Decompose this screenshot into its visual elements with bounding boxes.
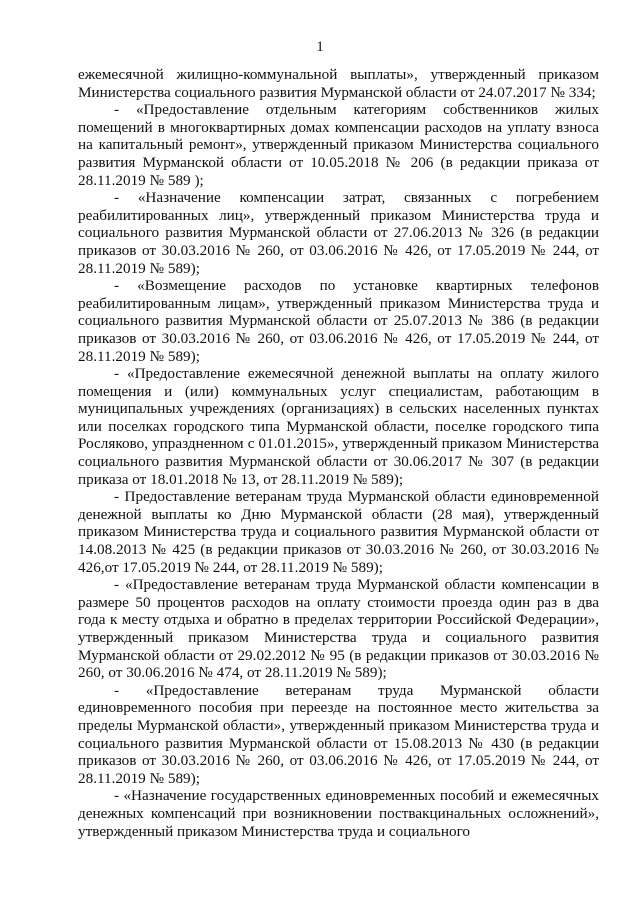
- paragraph-telephone-installation: - «Возмещение расходов по установке квартирных телефонов реабилитированным лицам», утвержденный приказом Министерства труда и социального развития Мурманской области от 25.07.2013 № 386 (в редакции приказов от 30.03.2016 № 260, от 03.06.2016 № 426, от 17.05.2019 № 244, от 28.11.2019 № 589);: [78, 277, 599, 365]
- paragraph-vaccination-complications: - «Назначение государственных единовременных пособий и ежемесячных денежных компенсаций при возникновении поствакцинальных осложнений», утвержденный приказом Министерства труда и социального: [78, 787, 599, 840]
- paragraph-murmansk-day-payment: - Предоставление ветеранам труда Мурманской области единовременной денежной выплаты ко Дню Мурманской области (28 мая), утвержденный приказом Министерства труда и социального развития Мурманской области от 14.08.2013 № 425 (в редакции приказов от 30.03.2016 № 260, от 30.03.2016 № 426,от 17.05.2019 № 244, от 28.11.2019 № 589);: [78, 488, 599, 576]
- paragraph-capital-repair-compensation: - «Предоставление отдельным категориям собственников жилых помещений в многоквартирных домах компенсации расходов на уплату взноса на капитальный ремонт», утвержденный приказом Министерства социального развития Мурманской области от 10.05.2018 № 206 (в редакции приказа от 28.11.2019 № 589 );: [78, 101, 599, 189]
- page-number: 1: [316, 39, 324, 55]
- paragraph-burial-compensation: - «Назначение компенсации затрат, связанных с погребением реабилитированных лиц», утвержденный приказом Министерства труда и социального развития Мурманской области от 27.06.2013 № 326 (в редакции приказов от 30.03.2016 № 260, от 03.06.2016 № 426, от 17.05.2019 № 244, от 28.11.2019 № 589);: [78, 189, 599, 277]
- paragraph-relocation-allowance: - «Предоставление ветеранам труда Мурманской области единовременного пособия при переезде на постоянное место жительства за пределы Мурманской области», утвержденный приказом Министерства труда и социального развития Мурманской области от 15.08.2013 № 430 (в редакции приказов от 30.03.2016 № 260, от 03.06.2016 № 426, от 17.05.2019 № 244, от 28.11.2019 № 589);: [78, 681, 599, 787]
- paragraph-travel-compensation: - «Предоставление ветеранам труда Мурманской области компенсации в размере 50 процентов расходов на оплату стоимости проезда один раз в два года к месту отдыха и обратно в пределах территории Российской Федерации», утвержденный приказом Министерства труда и социального развития Мурманской области от 29.02.2012 № 95 (в редакции приказов от 30.03.2016 № 260, от 30.06.2016 № 474, от 28.11.2019 № 589);: [78, 576, 599, 682]
- paragraph-continuation: ежемесячной жилищно-коммунальной выплаты», утвержденный приказом Министерства социального развития Мурманской области от 24.07.2017 № 334;: [78, 66, 599, 101]
- document-body: [78, 66, 599, 840]
- paragraph-housing-payment-specialists: - «Предоставление ежемесячной денежной выплаты на оплату жилого помещения и (или) коммунальных услуг специалистам, работающим в муниципальных учреждениях (организациях) в сельских населенных пунктах или поселках городского типа Мурманской области, поселке городского типа Росляково, упраздненном с 01.01.2015», утвержденный приказом Министерства социального развития Мурманской области от 30.06.2017 № 307 (в редакции приказа от 18.01.2018 № 13, от 28.11.2019 № 589);: [78, 365, 599, 488]
